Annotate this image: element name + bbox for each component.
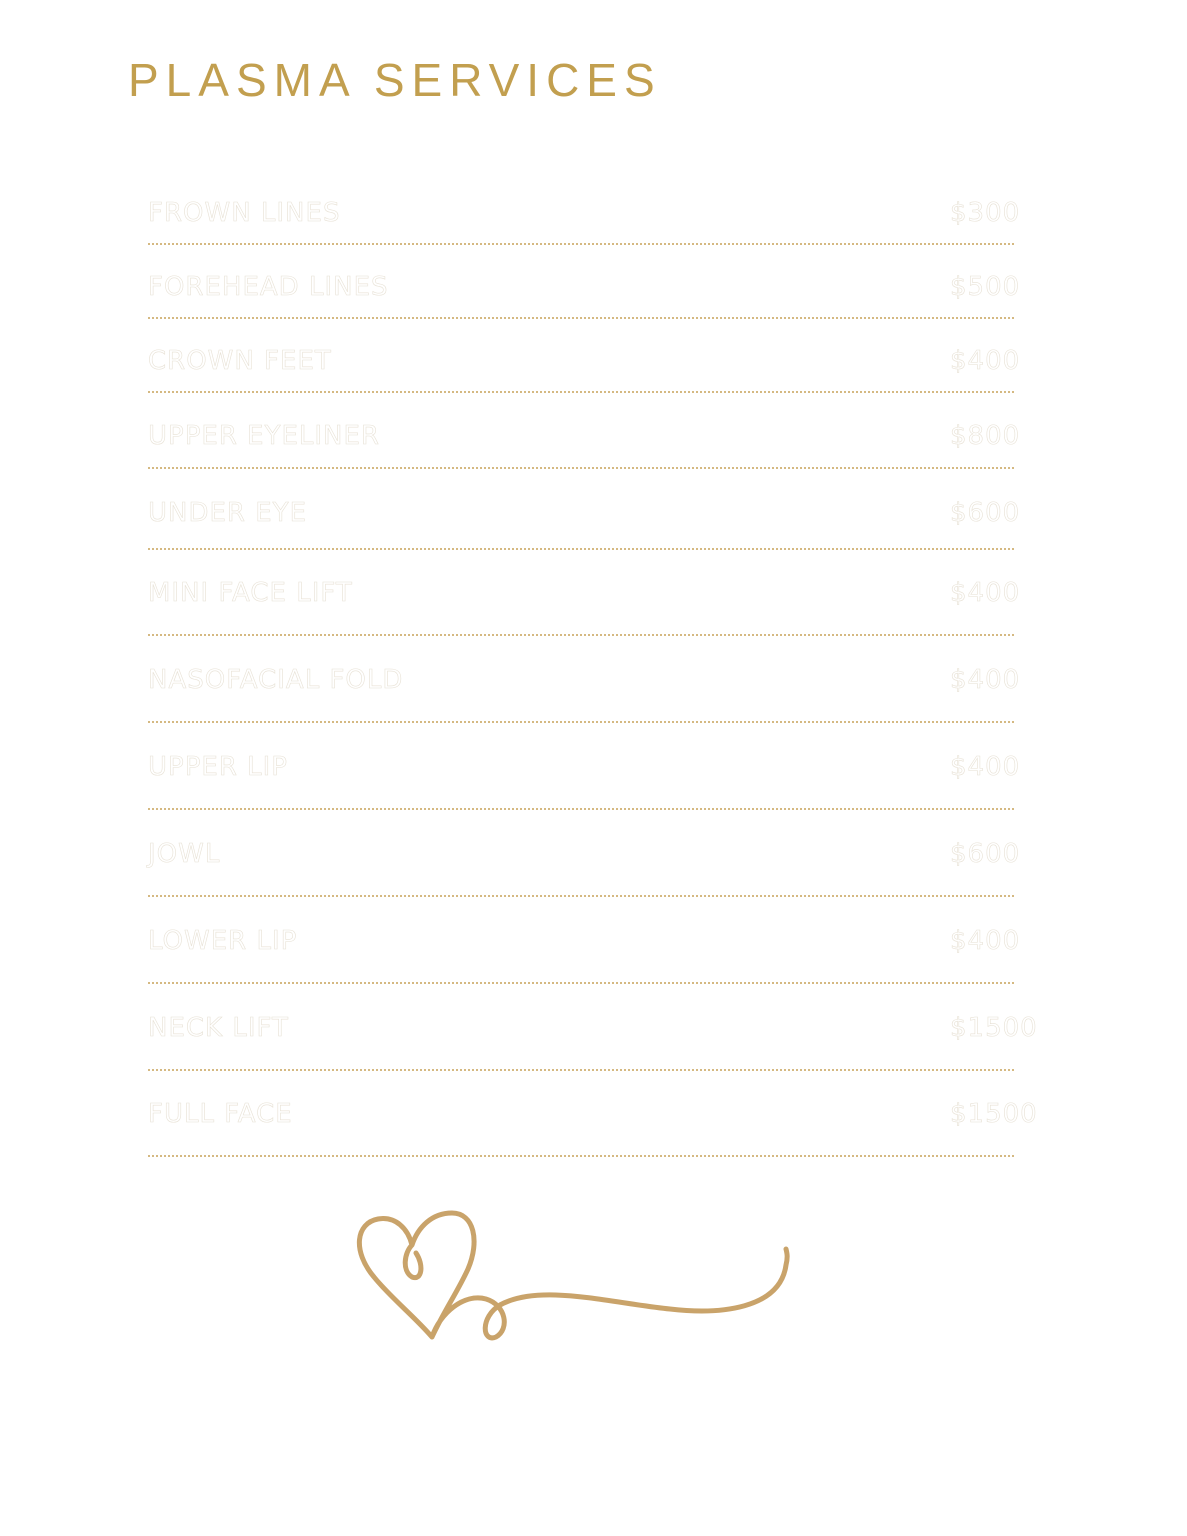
service-price: $500 [950,272,1021,302]
dotted-divider [148,243,1014,245]
dotted-divider [148,467,1014,469]
service-price: $400 [950,926,1021,956]
service-name: UPPER EYELINER [148,421,380,451]
service-name: LOWER LIP [148,926,298,956]
service-price: $1500 [950,1013,1038,1043]
service-name: JOWL [148,839,221,869]
service-name: FROWN LINES [148,198,341,228]
dotted-divider [148,895,1014,897]
service-name: UPPER LIP [148,752,288,782]
service-name: NASOFACIAL FOLD [148,665,404,695]
service-price: $300 [950,198,1021,228]
dotted-divider [148,1069,1014,1071]
dotted-divider [148,982,1014,984]
service-price: $600 [950,839,1021,869]
dotted-divider [148,808,1014,810]
service-name: FOREHEAD LINES [148,272,389,302]
dotted-divider [148,1155,1014,1157]
dotted-divider [148,634,1014,636]
service-price: $400 [950,752,1021,782]
service-name: MINI FACE LIFT [148,578,353,608]
heart-flourish-icon [340,1205,800,1355]
page-title: PLASMA SERVICES [128,54,662,106]
service-price: $1500 [950,1099,1038,1129]
service-name: NECK LIFT [148,1013,289,1043]
service-price: $600 [950,498,1021,528]
service-price: $400 [950,665,1021,695]
service-name: FULL FACE [148,1099,293,1129]
dotted-divider [148,391,1014,393]
service-name: UNDER EYE [148,498,307,528]
dotted-divider [148,548,1014,550]
service-name: CROWN FEET [148,346,332,376]
service-price: $400 [950,346,1021,376]
dotted-divider [148,317,1014,319]
service-price: $800 [950,421,1021,451]
service-price: $400 [950,578,1021,608]
dotted-divider [148,721,1014,723]
